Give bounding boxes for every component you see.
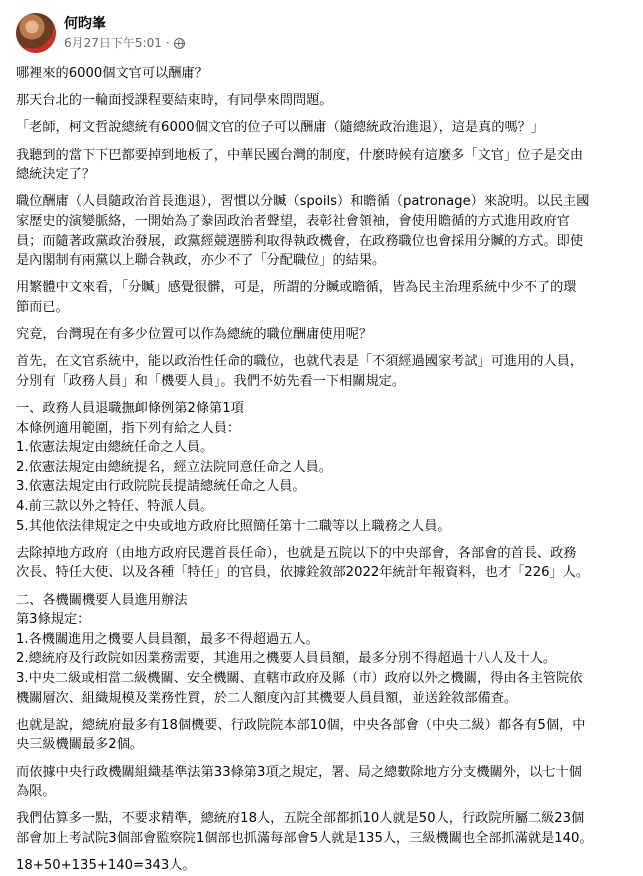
post-paragraph: [16, 64, 627, 84]
author-avatar[interactable]: [16, 13, 56, 53]
post-text-line: 2.依憲法規定由總統提名，經立法院同意任命之人員。: [16, 459, 332, 475]
post-text-line: 職位酬庸（人員隨政治首長進退），習慣以分贓（spoils）和瞻循（patronage）來說明。以民主國: [16, 194, 590, 210]
post-text-line: 那天台北的一輪面授課程要結束時，有同學來問問題。: [16, 93, 333, 109]
post-text-line: 分別有「政務人員」和「機要人員」。我們不妨先看一下相關規定。: [16, 373, 406, 389]
post-paragraph: [16, 856, 627, 876]
post-text-line: 首先，在文官系統中，能以政治性任命的職位，也就代表是「不須經過國家考試」可進用的人員，: [16, 354, 584, 370]
post-text-line: 二、各機關機要人員進用辦法: [16, 592, 188, 608]
post-text-line: 本條例適用範圍，指下列有給之人員：: [16, 420, 241, 436]
post-text-line: 我們估算多一點，不要求精準，總統府18人，五院全部都抓10人就是50人，行政院所屬二級23個: [16, 811, 585, 827]
post-paragraph: [16, 91, 627, 111]
post-text-line: 5.其他依法律規定之中央或地方政府比照簡任第十二職等以上職務之人員。: [16, 518, 451, 534]
post-paragraph: [16, 192, 627, 270]
post-paragraph: [16, 763, 627, 802]
post-text-line: 2.總統府及行政院如因業務需要，其進用之機要人員員額，最多分別不得超過十八人及十人。: [16, 651, 557, 667]
post-text-line: 我聽到的當下下巴都要掉到地板了，中華民國台灣的制度，什麼時候有這麼多「文官」位子是交由: [16, 147, 584, 163]
post-meta: [64, 15, 185, 51]
post-text-line: 第3條規定：: [16, 612, 91, 628]
post-text-line: 總統決定了？: [16, 167, 96, 183]
post-text-line: 3.中央二級或相當二級機關、安全機關、直轄市政府及縣（市）政府以外之機關，得由各主管院依: [16, 670, 583, 686]
post-paragraph: [16, 716, 627, 755]
post-paragraph: [16, 399, 627, 536]
post-text-line: 一、政務人員退職撫卹條例第2條第1項: [16, 401, 244, 417]
post-paragraph: [16, 809, 627, 848]
post-text-line: 員；而隨著政黨政治發展，政黨經競選勝利取得執政機會，在政務職位也會採用分贓的方式。即使: [16, 233, 584, 249]
post-timestamp[interactable]: 6月27日下午5:01: [64, 36, 162, 50]
post-text-line: 央三級機關最多2個。: [16, 737, 144, 753]
post-text-line: 部會加上考試院3個部會監察院1個部也抓滿每部會5人就是135人，三級機關也全部抓滿就是140。: [16, 830, 593, 846]
post-text-line: 用繁體中文來看，「分贓」感覺很髒，可是，所謂的分贓或瞻循，皆為民主治理系統中少不了的環: [16, 280, 577, 296]
post-text-line: 「老師，柯文哲說總統有6000個文官的位子可以酬庸（隨總統政治進退），這是真的嗎？」: [16, 120, 545, 136]
post-text-line: 究竟，台灣現在有多少位置可以作為總統的職位酬庸使用呢？: [16, 327, 373, 343]
post-text-line: 是內閣制有兩黨以上聯合執政，亦少不了「分配職位」的結果。: [16, 253, 386, 269]
post-text-line: 3.依憲法規定由行政院院長提請總統任命之人員。: [16, 479, 306, 495]
author-name[interactable]: 何昀峯: [64, 16, 106, 32]
post-text-line: 而依據中央行政機關組織基準法第33條第3項之規定，署、局之總數除地方分支機關外，以七十個: [16, 764, 582, 780]
post-text-line: 家歷史的演變脈絡，一開始為了豢固政治者聲望，表彰社會領袖，會使用瞻循的方式進用政府官: [16, 213, 570, 229]
post-subline: [64, 35, 185, 51]
post-text-line: 為限。: [16, 784, 56, 800]
post-text-line: 1.依憲法規定由總統任命之人員。: [16, 440, 214, 456]
post-text-line: 1.各機關進用之機要人員員額，最多不得超過五人。: [16, 631, 319, 647]
post-paragraph: [16, 146, 627, 185]
post-text-line: 也就是說，總統府最多有18個機要、行政院院本部10個，中央各部會（中央二級）都各有5個，中: [16, 717, 586, 733]
post-paragraph: [16, 591, 627, 709]
post-text-line: 去除掉地方政府（由地方政府民選首長任命），也就是五院以下的中央部會，各部會的首長、政務: [16, 545, 577, 561]
post-text-line: 18+50+135+140=343人。: [16, 858, 196, 874]
post-paragraph: [16, 352, 627, 391]
post-paragraph: [16, 118, 627, 138]
post-paragraph: [16, 325, 627, 345]
post-header: [16, 0, 627, 64]
post-text-line: 次長、特任大使、以及各種「特任」的官員，依據銓敘部2022年統計年報資料，也才「226」人。: [16, 565, 590, 581]
post-paragraph: [16, 278, 627, 317]
post-text-line: 4.前三款以外之特任、特派人員。: [16, 499, 214, 515]
post-text-line: 節而已。: [16, 299, 69, 315]
post-text-line: 機關層次、組織規模及業務性質，於二人額度內訂其機要人員員額，並送銓敘部備查。: [16, 690, 518, 706]
post-body: [16, 64, 627, 876]
post-text-line: 哪裡來的6000個文官可以酬庸？: [16, 66, 208, 81]
separator-dot: ·: [165, 36, 170, 50]
globe-icon[interactable]: [174, 38, 185, 49]
post-paragraph: [16, 544, 627, 583]
